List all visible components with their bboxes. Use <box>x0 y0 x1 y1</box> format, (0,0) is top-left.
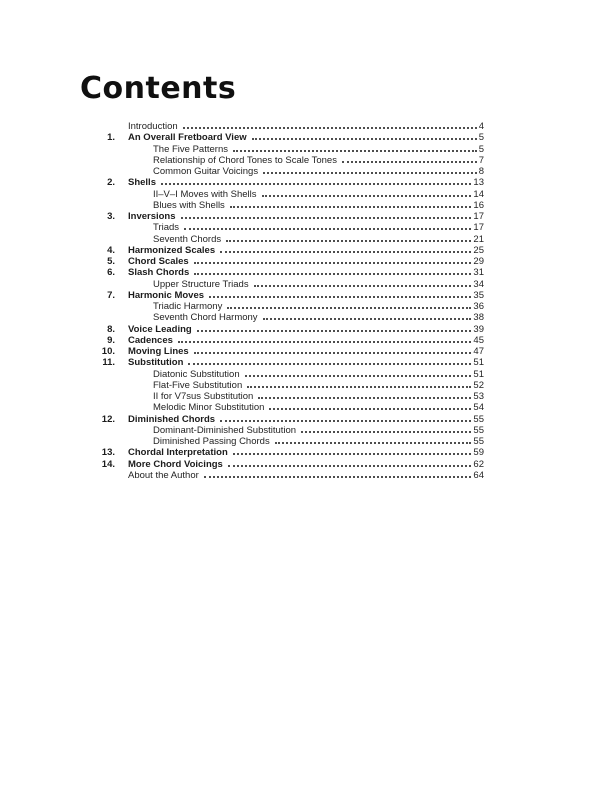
toc-entry-page: 51 <box>473 368 484 380</box>
toc-entry-number: 1. <box>107 132 115 144</box>
toc-row <box>95 402 484 413</box>
toc-leader-dots <box>209 296 471 298</box>
toc-row <box>95 380 484 391</box>
toc-leader-dots <box>247 386 471 388</box>
toc-entry-page: 4 <box>478 121 484 132</box>
toc-leader-dots <box>194 262 472 264</box>
toc-row <box>95 414 484 425</box>
toc-entry-page: 14 <box>473 188 484 200</box>
toc-entry-page: 55 <box>473 424 484 436</box>
toc-row <box>95 144 484 155</box>
toc-entry-page: 54 <box>473 402 484 414</box>
toc-entry-number: 9. <box>107 334 115 346</box>
toc-entry-page: 53 <box>473 391 484 402</box>
toc-row <box>95 177 484 188</box>
toc-entry-label: Flat-Five Substitution <box>153 379 243 391</box>
toc-row <box>95 391 484 402</box>
toc-entry-label: Slash Chords <box>128 267 190 279</box>
toc-entry-number: 12. <box>101 413 115 425</box>
toc-entry-label: About the Author <box>128 469 199 481</box>
toc-entry-page: 59 <box>473 447 484 459</box>
toc-row <box>95 447 484 458</box>
toc-entry-label: Seventh Chord Harmony <box>153 312 258 324</box>
toc-leader-dots <box>226 240 471 242</box>
toc-entry-label: Chordal Interpretation <box>128 447 228 459</box>
toc-leader-dots <box>228 465 472 467</box>
toc-entry-label: An Overall Fretboard View <box>128 132 247 144</box>
toc-entry-number: 14. <box>101 458 115 470</box>
toc-leader-dots <box>188 363 471 365</box>
toc-entry-number: 2. <box>107 177 115 189</box>
toc-leader-dots <box>161 183 471 185</box>
toc-leader-dots <box>230 206 472 208</box>
toc-entry-label: Blues with Shells <box>153 199 225 211</box>
toc-entry-page: 52 <box>473 379 484 391</box>
toc-leader-dots <box>204 476 472 478</box>
toc-entry-page: 5 <box>478 132 484 144</box>
toc-row <box>95 369 484 380</box>
toc-entry-page: 51 <box>473 357 484 369</box>
toc-row <box>95 256 484 267</box>
toc-row <box>95 132 484 143</box>
toc-entry-label: Harmonized Scales <box>128 244 216 256</box>
toc-row <box>95 312 484 323</box>
toc-entry-page: 55 <box>473 413 484 425</box>
toc-entry-label: Relationship of Chord Tones to Scale Tones <box>153 154 337 166</box>
toc-entry-number: 3. <box>107 211 115 222</box>
toc-entry-page: 8 <box>478 166 484 177</box>
toc-leader-dots <box>252 138 477 140</box>
toc-entry-page: 17 <box>473 222 484 234</box>
toc-entry-label: Chord Scales <box>128 256 189 267</box>
toc-leader-dots <box>220 420 471 422</box>
page-title: Contents <box>80 71 237 106</box>
toc-entry-page: 16 <box>473 199 484 211</box>
toc-row <box>95 200 484 211</box>
toc-leader-dots <box>342 161 477 163</box>
toc-row <box>95 324 484 335</box>
toc-entry-page: 62 <box>473 458 484 470</box>
toc-row <box>95 234 484 245</box>
toc-entry-page: 13 <box>473 177 484 189</box>
toc-entry-page: 5 <box>478 143 484 155</box>
toc-entry-number: 4. <box>107 244 115 256</box>
toc-row <box>95 121 484 132</box>
table-of-contents <box>95 121 484 481</box>
toc-leader-dots <box>263 318 472 320</box>
toc-entry-page: 31 <box>473 267 484 279</box>
toc-entry-page: 45 <box>473 334 484 346</box>
toc-row <box>95 459 484 470</box>
toc-entry-label: Melodic Minor Substitution <box>153 402 265 414</box>
toc-entry-page: 25 <box>473 244 484 256</box>
toc-entry-number: 8. <box>107 323 115 335</box>
toc-leader-dots <box>245 375 472 377</box>
toc-row <box>95 425 484 436</box>
toc-entry-number: 11. <box>102 357 115 369</box>
toc-entry-label: Introduction <box>128 121 178 132</box>
toc-leader-dots <box>254 285 472 287</box>
toc-entry-number: 13. <box>101 447 115 459</box>
toc-entry-label: Diminished Passing Chords <box>153 436 270 447</box>
toc-entry-label: Cadences <box>128 334 173 346</box>
toc-entry-label: Diminished Chords <box>128 413 216 425</box>
toc-leader-dots <box>233 150 477 152</box>
toc-leader-dots <box>220 251 471 253</box>
toc-entry-page: 38 <box>473 312 484 324</box>
toc-row <box>95 245 484 256</box>
toc-leader-dots <box>194 273 471 275</box>
toc-entry-number: 5. <box>107 256 115 267</box>
toc-entry-label: Seventh Chords <box>153 233 222 245</box>
toc-row <box>95 301 484 312</box>
toc-entry-label: II for V7sus Substitution <box>153 391 254 402</box>
toc-leader-dots <box>194 352 472 354</box>
toc-entry-page: 35 <box>473 289 484 301</box>
toc-leader-dots <box>258 397 471 399</box>
toc-entry-label: The Five Patterns <box>153 143 228 155</box>
toc-leader-dots <box>275 442 472 444</box>
toc-leader-dots <box>233 453 472 455</box>
toc-entry-label: Common Guitar Voicings <box>153 166 259 177</box>
toc-entry-label: Triadic Harmony <box>153 301 223 312</box>
toc-entry-page: 17 <box>473 211 484 222</box>
toc-row <box>95 470 484 481</box>
toc-entry-label: Upper Structure Triads <box>153 278 249 290</box>
toc-entry-label: Harmonic Moves <box>128 289 205 301</box>
toc-entry-label: Diatonic Substitution <box>153 368 240 380</box>
toc-entry-label: Inversions <box>128 211 176 222</box>
toc-leader-dots <box>262 195 472 197</box>
toc-entry-label: II–V–I Moves with Shells <box>153 188 257 200</box>
toc-leader-dots <box>197 330 472 332</box>
toc-row <box>95 335 484 346</box>
toc-entry-page: 39 <box>473 323 484 335</box>
toc-row <box>95 267 484 278</box>
toc-row <box>95 346 484 357</box>
toc-row <box>95 436 484 447</box>
toc-entry-label: Shells <box>128 177 156 189</box>
toc-row <box>95 189 484 200</box>
toc-row <box>95 166 484 177</box>
toc-leader-dots <box>181 217 472 219</box>
toc-leader-dots <box>178 341 472 343</box>
toc-entry-label: Voice Leading <box>128 323 192 335</box>
toc-row <box>95 290 484 301</box>
toc-leader-dots <box>227 307 471 309</box>
toc-row <box>95 357 484 368</box>
toc-entry-page: 34 <box>473 278 484 290</box>
toc-entry-page: 55 <box>473 436 484 447</box>
toc-entry-page: 64 <box>473 469 484 481</box>
toc-row <box>95 155 484 166</box>
toc-leader-dots <box>184 228 471 230</box>
toc-entry-label: Substitution <box>128 357 184 369</box>
toc-entry-number: 7. <box>107 289 115 301</box>
toc-row <box>95 211 484 222</box>
toc-entry-page: 7 <box>478 154 484 166</box>
toc-row <box>95 279 484 290</box>
toc-entry-number: 6. <box>107 267 115 279</box>
toc-leader-dots <box>263 172 477 174</box>
toc-row <box>95 222 484 233</box>
toc-leader-dots <box>301 431 471 433</box>
toc-leader-dots <box>269 408 471 410</box>
toc-leader-dots <box>183 127 477 129</box>
toc-entry-label: More Chord Voicings <box>128 458 223 470</box>
toc-entry-page: 36 <box>473 301 484 312</box>
toc-entry-label: Triads <box>153 222 180 234</box>
toc-entry-number: 10. <box>101 346 115 357</box>
toc-entry-page: 21 <box>473 233 484 245</box>
toc-entry-page: 29 <box>473 256 484 267</box>
toc-entry-label: Moving Lines <box>128 346 189 357</box>
toc-entry-page: 47 <box>473 346 484 357</box>
toc-entry-label: Dominant-Diminished Substitution <box>153 424 297 436</box>
